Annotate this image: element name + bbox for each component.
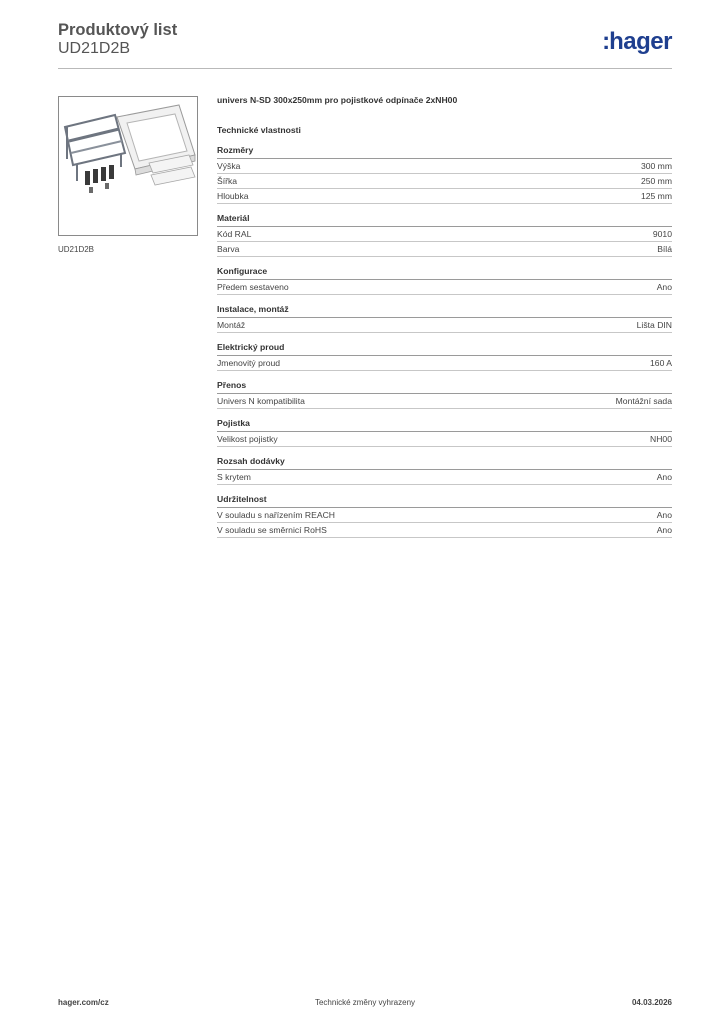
logo-text: hager <box>609 28 672 55</box>
spec-heading: Technické vlastnosti <box>217 125 301 135</box>
spec-value: 9010 <box>652 229 672 239</box>
spec-label: Velikost pojistky <box>217 434 278 444</box>
spec-group-sustainability <box>217 493 672 538</box>
spec-label: Jmenovitý proud <box>217 358 281 368</box>
page-header <box>58 20 672 68</box>
spec-value: Bílá <box>657 244 672 254</box>
header-divider <box>58 68 672 69</box>
document-title: Produktový list <box>58 21 178 39</box>
spec-group-electrical <box>217 341 672 371</box>
group-title: Rozměry <box>217 144 672 159</box>
spec-label: Montáž <box>217 320 246 330</box>
spec-content <box>217 94 672 538</box>
spec-label: V souladu s nařízením REACH <box>217 510 335 520</box>
spec-value: Lišta DIN <box>636 320 672 330</box>
spec-value: Ano <box>656 282 672 292</box>
spec-label: Kód RAL <box>217 229 252 239</box>
spec-group-delivery <box>217 455 672 485</box>
spec-row <box>217 174 672 189</box>
spec-row <box>217 189 672 204</box>
spec-group-fuse <box>217 417 672 447</box>
product-code: UD21D2B <box>58 40 131 57</box>
spec-value: Montážní sada <box>615 396 672 406</box>
product-image <box>58 96 198 236</box>
spec-label: V souladu se směrnicí RoHS <box>217 525 327 535</box>
footer-date: 04.03.2026 <box>631 998 672 1007</box>
spec-value: NH00 <box>650 434 672 444</box>
spec-row <box>217 432 672 447</box>
hager-logo: :hager <box>602 28 672 55</box>
group-title: Přenos <box>217 379 672 394</box>
spec-value: 300 mm <box>640 161 672 171</box>
product-description: univers N-SD 300x250mm pro pojistkové odpínače 2xNH00 <box>217 95 458 105</box>
footer-website: hager.com/cz <box>58 998 109 1007</box>
group-title: Pojistka <box>217 417 672 432</box>
spec-value: 125 mm <box>640 191 672 201</box>
spec-group-installation <box>217 303 672 333</box>
spec-row <box>217 470 672 485</box>
image-caption: UD21D2B <box>58 245 95 254</box>
spec-group-material <box>217 212 672 257</box>
spec-label: Hloubka <box>217 191 249 201</box>
spec-row <box>217 356 672 371</box>
group-title: Konfigurace <box>217 265 672 280</box>
spec-row <box>217 318 672 333</box>
spec-group-dimensions <box>217 144 672 204</box>
spec-value: 160 A <box>650 358 672 368</box>
spec-value: Ano <box>656 472 672 482</box>
group-title: Rozsah dodávky <box>217 455 672 470</box>
spec-row <box>217 280 672 295</box>
spec-label: Barva <box>217 244 240 254</box>
group-title: Udržitelnost <box>217 493 672 508</box>
group-title: Instalace, montáž <box>217 303 672 318</box>
spec-label: Předem sestaveno <box>217 282 289 292</box>
spec-row <box>217 508 672 523</box>
product-illustration <box>59 97 197 235</box>
footer-notice: Technické změny vyhrazeny <box>314 998 416 1007</box>
spec-row <box>217 242 672 257</box>
spec-row <box>217 227 672 242</box>
spec-label: Šířka <box>217 176 238 186</box>
spec-row <box>217 523 672 538</box>
spec-value: Ano <box>656 510 672 520</box>
spec-label: Výška <box>217 161 241 171</box>
spec-row <box>217 159 672 174</box>
group-title: Elektrický proud <box>217 341 672 356</box>
spec-value: Ano <box>656 525 672 535</box>
spec-row <box>217 394 672 409</box>
spec-group-configuration <box>217 265 672 295</box>
spec-label: S krytem <box>217 472 251 482</box>
spec-value: 250 mm <box>640 176 672 186</box>
spec-group-transfer <box>217 379 672 409</box>
spec-label: Univers N kompatibilita <box>217 396 305 406</box>
group-title: Materiál <box>217 212 672 227</box>
